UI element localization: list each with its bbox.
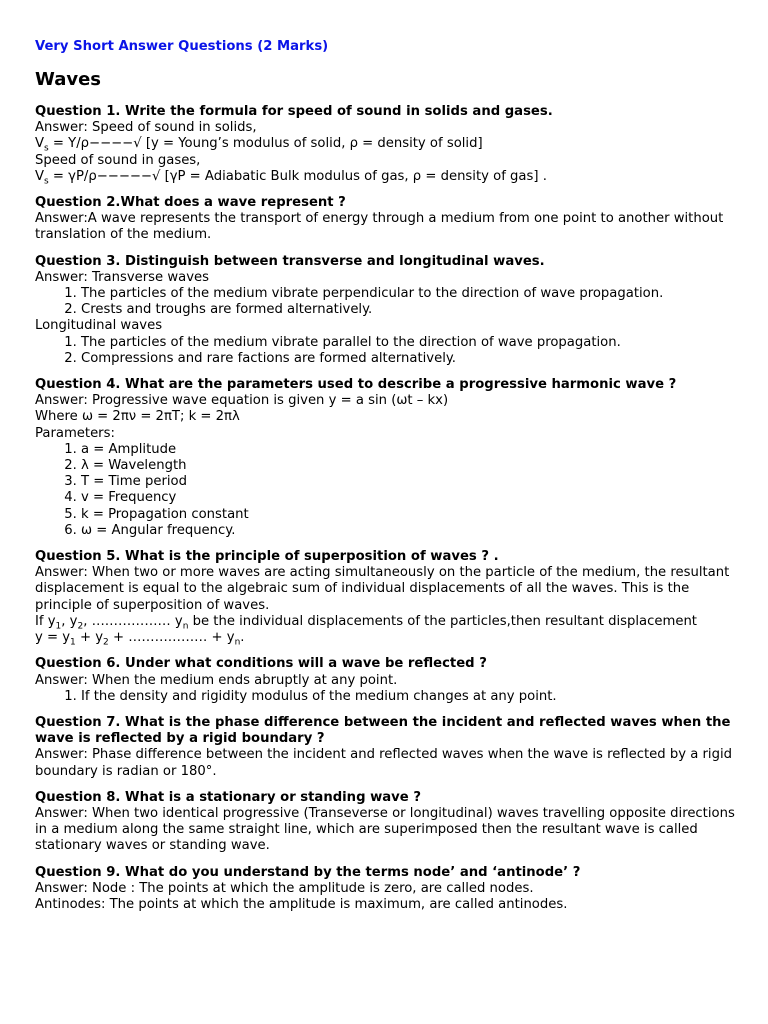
list-item: 1. The particles of the medium vibrate perpendicular to the direction of wave propagation. bbox=[81, 286, 747, 302]
formula-text: + ……………… + y bbox=[108, 630, 235, 646]
question-heading: Question 1. Write the formula for speed of sound in solids and gases. bbox=[35, 104, 553, 119]
document-page bbox=[35, 38, 747, 923]
answer-line: Answer: Progressive wave equation is given y = a sin (ωt – kx) bbox=[35, 393, 449, 409]
question-heading: Question 6. Under what conditions will a wave be reflected ? bbox=[35, 656, 487, 672]
parameters-list bbox=[35, 442, 747, 539]
answer-line: Answer: Transverse waves bbox=[35, 269, 209, 285]
question-8 bbox=[35, 790, 747, 855]
chapter-title: Waves bbox=[35, 69, 102, 90]
formula-text: , y bbox=[61, 613, 78, 629]
formula-text: If y bbox=[35, 613, 56, 629]
list-item: 5. k = Propagation constant bbox=[81, 507, 747, 523]
formula-line bbox=[35, 136, 747, 155]
list-item: 1. If the density and rigidity modulus of the medium changes at any point. bbox=[81, 689, 747, 705]
question-3 bbox=[35, 254, 747, 367]
section-title: Very Short Answer Questions (2 Marks) bbox=[35, 39, 329, 54]
answer-text: Answer: When two or more waves are acting simultaneously on the particle of the medium, the resultant displacement is equal to the algebraic sum of individual displacements of all the waves. This is the principle of superposition of waves. bbox=[35, 565, 730, 613]
list-item: 2. Crests and troughs are formed alternatively. bbox=[81, 302, 747, 318]
answer-line: Answer: Speed of sound in solids, bbox=[35, 120, 257, 136]
list-item: 2. λ = Wavelength bbox=[81, 458, 747, 474]
formula-symbol: V bbox=[35, 136, 45, 152]
formula-subscript: s bbox=[44, 144, 49, 155]
formula-text: + y bbox=[75, 630, 104, 646]
formula-line bbox=[35, 630, 747, 646]
question-heading: Question 2.What does a wave represent ? bbox=[35, 195, 346, 211]
list-item: 2. Compressions and rare factions are formed alternatively. bbox=[81, 351, 747, 367]
formula-text: = Y/ρ−−−−√ [y = Young’s modulus of solid, ρ = density of solid] bbox=[48, 136, 483, 152]
formula-symbol: V bbox=[35, 168, 45, 184]
list-item: 6. ω = Angular frequency. bbox=[81, 523, 747, 539]
formula-text: be the individual displacements of the particles,then resultant displacement bbox=[188, 613, 697, 629]
question-heading: Question 5. What is the principle of superposition of waves ? . bbox=[35, 549, 499, 565]
list-item: 1. The particles of the medium vibrate parallel to the direction of wave propagation. bbox=[81, 335, 747, 351]
answer-text: Answer: Phase difference between the incident and reflected waves when the wave is reflected by a rigid boundary is radian or 180°. bbox=[35, 747, 732, 779]
formula-text: , ……………… y bbox=[83, 613, 183, 629]
answer-line: Antinodes: The points at which the amplitude is maximum, are called antinodes. bbox=[35, 896, 568, 912]
answer-line: Where ω = 2πν = 2πT; k = 2πλ bbox=[35, 409, 240, 425]
question-heading: Question 4. What are the parameters used to describe a progressive harmonic wave ? bbox=[35, 377, 677, 393]
list-item: 3. T = Time period bbox=[81, 474, 747, 490]
question-9 bbox=[35, 865, 747, 914]
question-7 bbox=[35, 715, 747, 780]
answer-line: Answer: When the medium ends abruptly at any point. bbox=[35, 672, 398, 688]
question-heading: Question 8. What is a stationary or standing wave ? bbox=[35, 789, 421, 805]
question-4 bbox=[35, 377, 747, 539]
formula-subscript: s bbox=[44, 176, 49, 187]
answer-text: Answer: When two identical progressive (Transeverse or longitudinal) waves travelling opposite directions in a medium along the same straight line, which are superimposed then the resultant wave is called stationary waves or standing wave. bbox=[35, 805, 735, 854]
question-6 bbox=[35, 656, 747, 705]
answer-line: Answer: Node : The points at which the amplitude is zero, are called nodes. bbox=[35, 880, 534, 896]
question-1 bbox=[35, 104, 747, 185]
formula-subscript: n bbox=[182, 621, 189, 632]
answer-line: Longitudinal waves bbox=[35, 318, 163, 334]
answer-line: Parameters: bbox=[35, 425, 115, 441]
formula-subscript: 1 bbox=[55, 621, 62, 632]
answer-line: Speed of sound in gases, bbox=[35, 152, 201, 168]
formula-text: y = y bbox=[35, 630, 71, 646]
conditions-list bbox=[35, 689, 747, 705]
formula-subscript: 1 bbox=[70, 637, 76, 648]
longitudinal-list bbox=[35, 335, 747, 367]
transverse-list bbox=[35, 286, 747, 318]
formula-line bbox=[35, 169, 747, 185]
question-heading: Question 7. What is the phase difference between the incident and reflected waves when the wave is reflected by a rigid boundary ? bbox=[35, 714, 731, 747]
list-item: 4. v = Frequency bbox=[81, 490, 747, 506]
formula-text: = γP/ρ−−−−−√ [γP = Adiabatic Bulk modulus of gas, ρ = density of gas] . bbox=[48, 168, 547, 184]
formula-line bbox=[35, 614, 747, 630]
formula-subscript: n bbox=[234, 637, 241, 648]
formula-text: . bbox=[240, 630, 245, 646]
question-2 bbox=[35, 195, 747, 244]
question-heading: Question 3. Distinguish between transverse and longitudinal waves. bbox=[35, 253, 545, 269]
question-heading: Question 9. What do you understand by the terms node’ and ‘antinode’ ? bbox=[35, 864, 581, 880]
list-item: 1. a = Amplitude bbox=[81, 442, 747, 458]
answer-text: Answer:A wave represents the transport of energy through a medium from one point to another without translation of the medium. bbox=[35, 211, 724, 243]
formula-subscript: 2 bbox=[77, 621, 84, 632]
question-5 bbox=[35, 549, 747, 646]
formula-subscript: 2 bbox=[103, 637, 109, 648]
